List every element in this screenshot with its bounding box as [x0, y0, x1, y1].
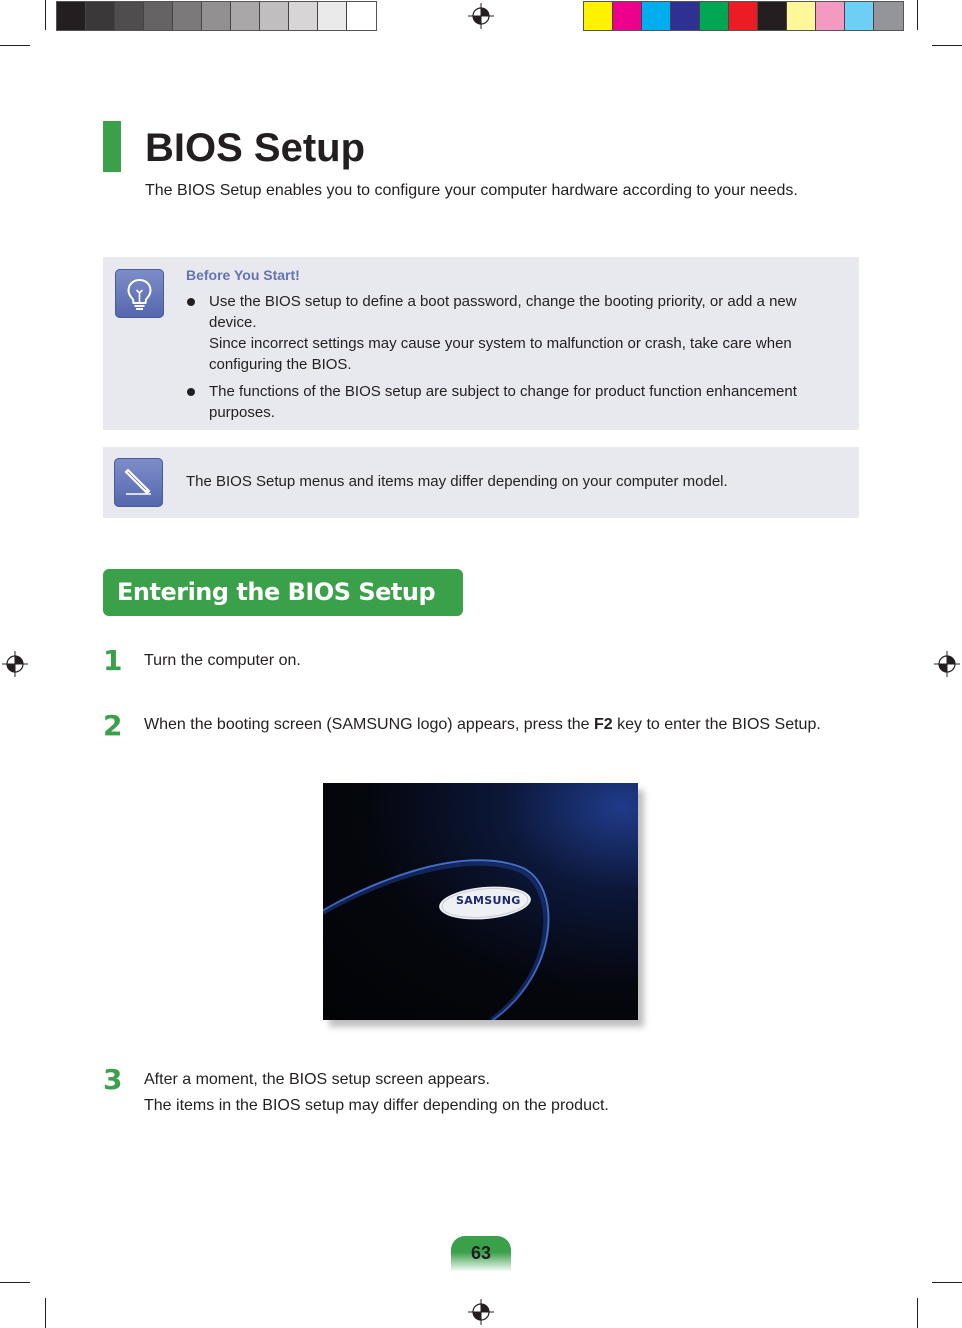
step-text-part: When the booting screen (SAMSUNG logo) appears, press the — [144, 716, 594, 733]
step-text — [144, 714, 844, 736]
color-swatch — [584, 2, 613, 30]
lightbulb-icon — [115, 269, 164, 318]
step-number: 1 — [103, 644, 123, 677]
section-title: Entering the BIOS Setup — [117, 578, 436, 606]
color-swatch — [115, 2, 144, 30]
samsung-logo: SAMSUNG — [456, 894, 521, 907]
color-swatch — [57, 2, 86, 30]
registration-mark-icon — [468, 1299, 494, 1325]
note-text: The BIOS Setup menus and items may differ depending on your computer model. — [186, 473, 728, 490]
grayscale-color-bar — [56, 1, 377, 31]
color-swatch — [289, 2, 318, 30]
color-swatch — [787, 2, 816, 30]
step-text: Turn the computer on. — [144, 652, 301, 669]
bullet-text: Use the BIOS setup to define a boot password, change the booting priority, or add a new device. — [209, 293, 797, 331]
tip-bullet-list — [186, 291, 846, 429]
bullet-text: The functions of the BIOS setup are subject to change for product function enhancement purposes. — [209, 383, 797, 421]
crop-mark — [0, 1282, 30, 1283]
color-swatch — [613, 2, 642, 30]
color-swatch — [202, 2, 231, 30]
color-swatch — [729, 2, 758, 30]
page-number: 63 — [451, 1236, 511, 1272]
crop-mark — [932, 45, 962, 46]
section-header — [103, 569, 463, 616]
crop-mark — [932, 1282, 962, 1283]
tip-heading: Before You Start! — [186, 267, 300, 283]
color-swatch — [144, 2, 173, 30]
color-swatch — [86, 2, 115, 30]
color-swatch — [231, 2, 260, 30]
crop-mark — [45, 1298, 46, 1328]
process-color-bar — [583, 1, 904, 31]
step-text: After a moment, the BIOS setup screen appears. — [144, 1071, 490, 1088]
step-text: The items in the BIOS setup may differ depending on the product. — [144, 1097, 609, 1114]
color-swatch — [845, 2, 874, 30]
color-swatch — [318, 2, 347, 30]
color-swatch — [816, 2, 845, 30]
intro-paragraph: The BIOS Setup enables you to configure your computer hardware according to your needs. — [145, 182, 798, 199]
color-swatch — [758, 2, 787, 30]
list-item — [186, 291, 846, 375]
key-name: F2 — [594, 716, 613, 733]
step-number: 3 — [103, 1063, 123, 1096]
color-swatch — [874, 2, 903, 30]
color-swatch — [173, 2, 202, 30]
pencil-note-icon — [114, 458, 163, 507]
page-title: BIOS Setup — [145, 126, 366, 170]
color-swatch — [347, 2, 376, 30]
registration-mark-icon — [468, 3, 494, 29]
list-item — [186, 381, 846, 423]
registration-mark-icon — [2, 651, 28, 677]
crop-mark — [917, 1298, 918, 1328]
step-number: 2 — [103, 709, 123, 742]
step-text-part: key to enter the BIOS Setup. — [612, 716, 821, 733]
title-accent-bar — [103, 121, 121, 172]
samsung-boot-screen-image — [323, 783, 638, 1020]
color-swatch — [642, 2, 671, 30]
crop-mark — [917, 0, 918, 30]
color-swatch — [700, 2, 729, 30]
color-swatch — [671, 2, 700, 30]
registration-mark-icon — [934, 651, 960, 677]
crop-mark — [45, 0, 46, 30]
crop-mark — [0, 45, 30, 46]
color-swatch — [260, 2, 289, 30]
bullet-text: Since incorrect settings may cause your system to malfunction or crash, take care when configuring the BIOS. — [209, 335, 792, 373]
